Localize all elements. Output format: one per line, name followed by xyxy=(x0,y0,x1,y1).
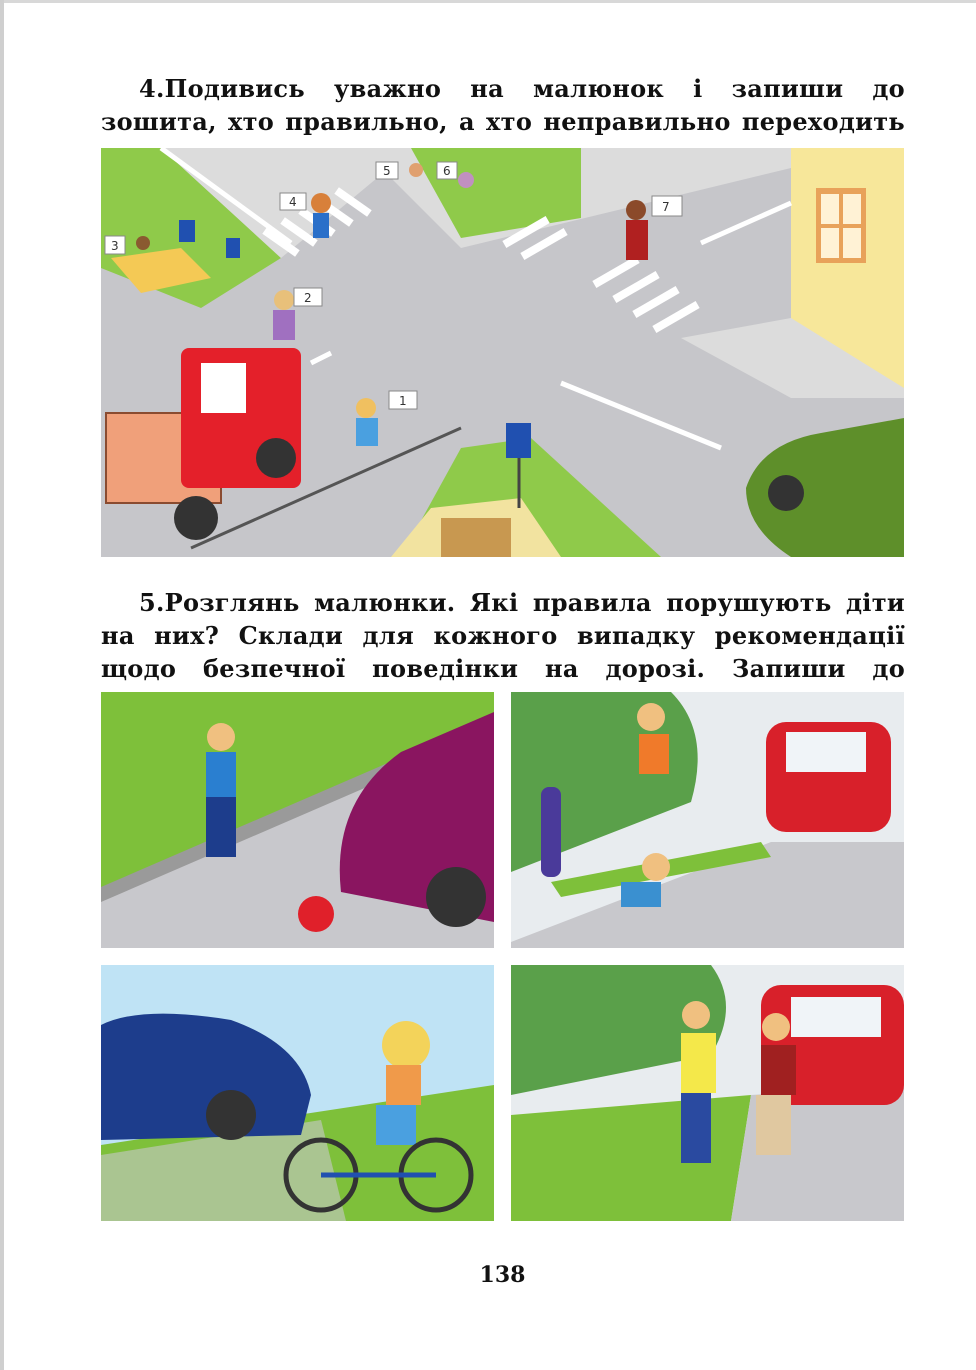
tag-7: 7 xyxy=(662,200,670,214)
boys-on-road-illustration xyxy=(511,965,904,1221)
tag-5: 5 xyxy=(383,164,391,178)
page-number: 138 xyxy=(479,1262,526,1288)
tag-2: 2 xyxy=(304,291,312,305)
tag-3: 3 xyxy=(111,239,119,253)
page-top-edge xyxy=(0,0,976,3)
skateboard-illustration xyxy=(511,692,904,948)
tag-1: 1 xyxy=(399,394,407,408)
tag-4: 4 xyxy=(289,195,297,209)
bicycle-illustration xyxy=(101,965,494,1221)
tag-6: 6 xyxy=(443,164,451,178)
page-left-edge xyxy=(0,0,4,1370)
task-5-number: 5. xyxy=(139,588,165,617)
intersection-illustration xyxy=(101,148,904,557)
task-4-number: 4. xyxy=(139,74,165,103)
task-5-body: Розглянь малюнки. Які правила порушують діти на них? Склади для кожного випадку рекомендації щодо безпечної поведінки на дорозі. Запиши до xyxy=(101,588,905,683)
ball-on-road-illustration xyxy=(101,692,494,948)
task-4-body: Подивись уважно на малюнок і запиши до зошита, хто правильно, а хто неправильно переходить xyxy=(101,74,905,136)
